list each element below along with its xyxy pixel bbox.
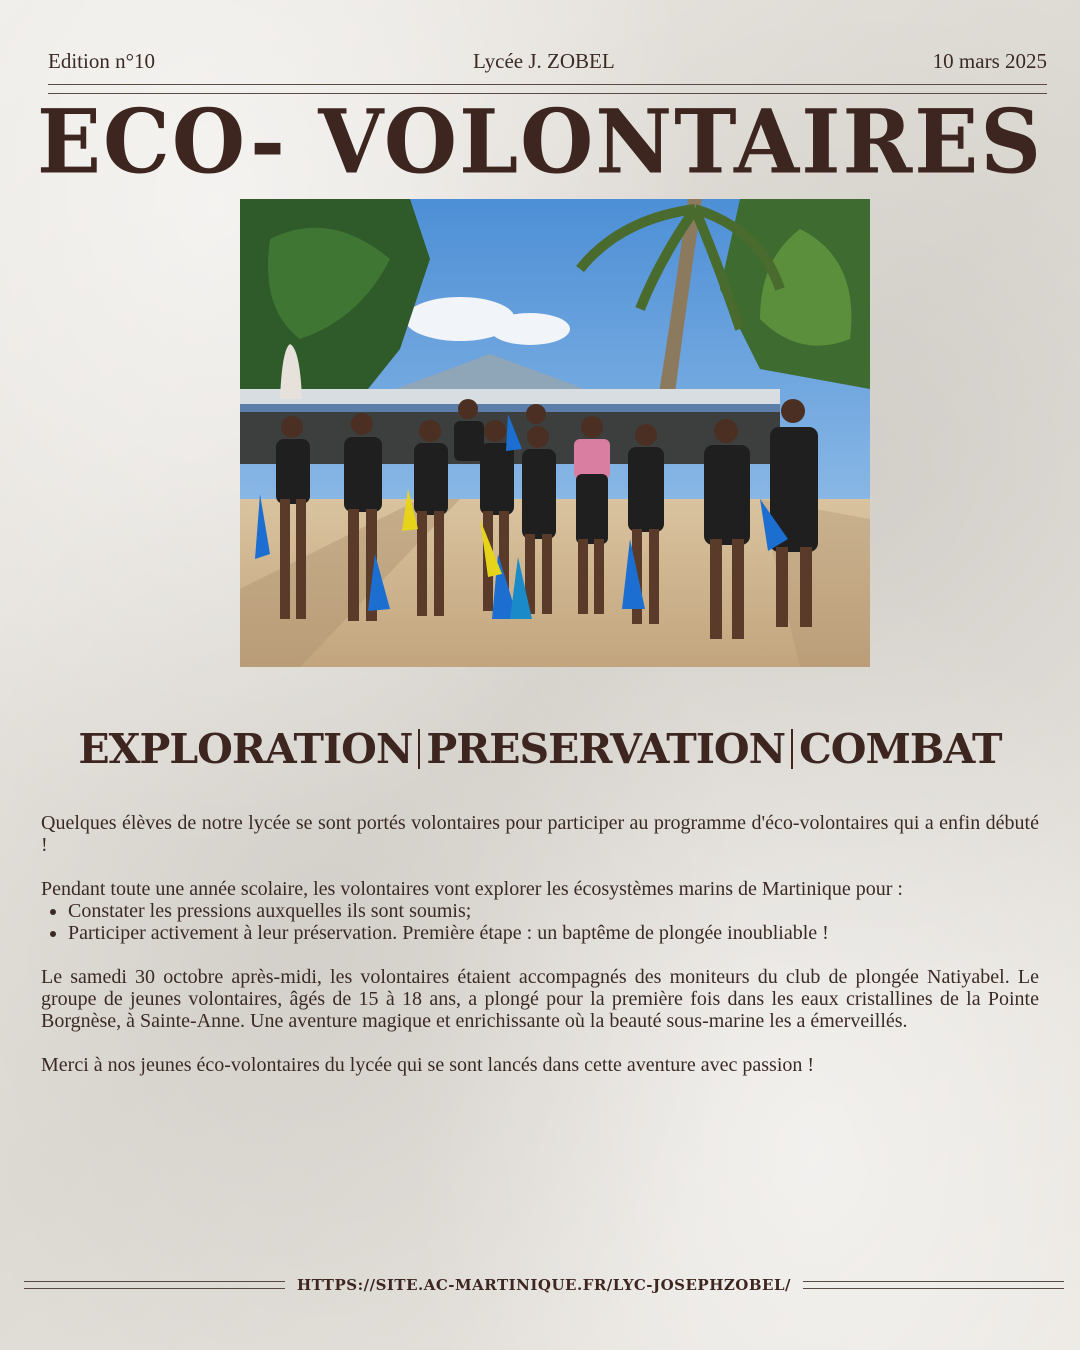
group-photo — [240, 199, 870, 667]
list-item: • Constater les pressions auxquelles ils sont soumis; — [68, 900, 1039, 922]
article-paragraph-thanks: Merci à nos jeunes éco-volontaires du lycée qui se sont lancés dans cette aventure avec passion ! — [41, 1054, 815, 1076]
heading-part-exploration: EXPLORATION — [78, 725, 413, 773]
section-heading — [0, 725, 1080, 773]
article-bullet-list — [41, 900, 1039, 944]
article-paragraph-program: Pendant toute une année scolaire, les volontaires vont explorer les écosystèmes marins de Martinique pour : — [41, 878, 903, 900]
edition-number: Edition n°10 — [48, 48, 155, 73]
school-name: Lycée J. ZOBEL — [472, 48, 615, 73]
heading-part-preservation: PRESERVATION — [426, 725, 786, 773]
heading-part-combat: COMBAT — [799, 725, 1002, 773]
website-link[interactable]: HTTPS://SITE.AC-MARTINIQUE.FR/LYC-JOSEPHZOBEL/ — [297, 1276, 792, 1294]
heading-separator — [418, 729, 420, 769]
masthead-bar — [48, 46, 1047, 76]
issue-date: 10 mars 2025 — [932, 48, 1047, 73]
footer — [24, 1272, 1064, 1298]
beach-group-illustration — [240, 199, 870, 667]
footer-rule-left — [24, 1281, 285, 1289]
page-title: ECO- VOLONTAIRES — [37, 89, 1043, 194]
footer-rule-right — [803, 1281, 1064, 1289]
heading-separator — [791, 729, 793, 769]
article-body — [41, 812, 1039, 1098]
article-paragraph-intro: Quelques élèves de notre lycée se sont portés volontaires pour participer au programme d'éco-volontaires qui a enfin débuté ! — [41, 812, 1039, 856]
list-item: • Participer activement à leur préservation. Première étape : un baptême de plongée inoubliable ! — [68, 922, 1039, 944]
article-paragraph-event: Le samedi 30 octobre après-midi, les volontaires étaient accompagnés des moniteurs du club de plongée Natiyabel. Le groupe de jeunes volontaires, âgés de 15 à 18 ans, a plongé pour la première fois dans les eaux cristallines de la Pointe Borgnèse, à Sainte-Anne. Une aventure magique et enrichissante où la beauté sous-marine les a émerveillés. — [41, 966, 1039, 1032]
